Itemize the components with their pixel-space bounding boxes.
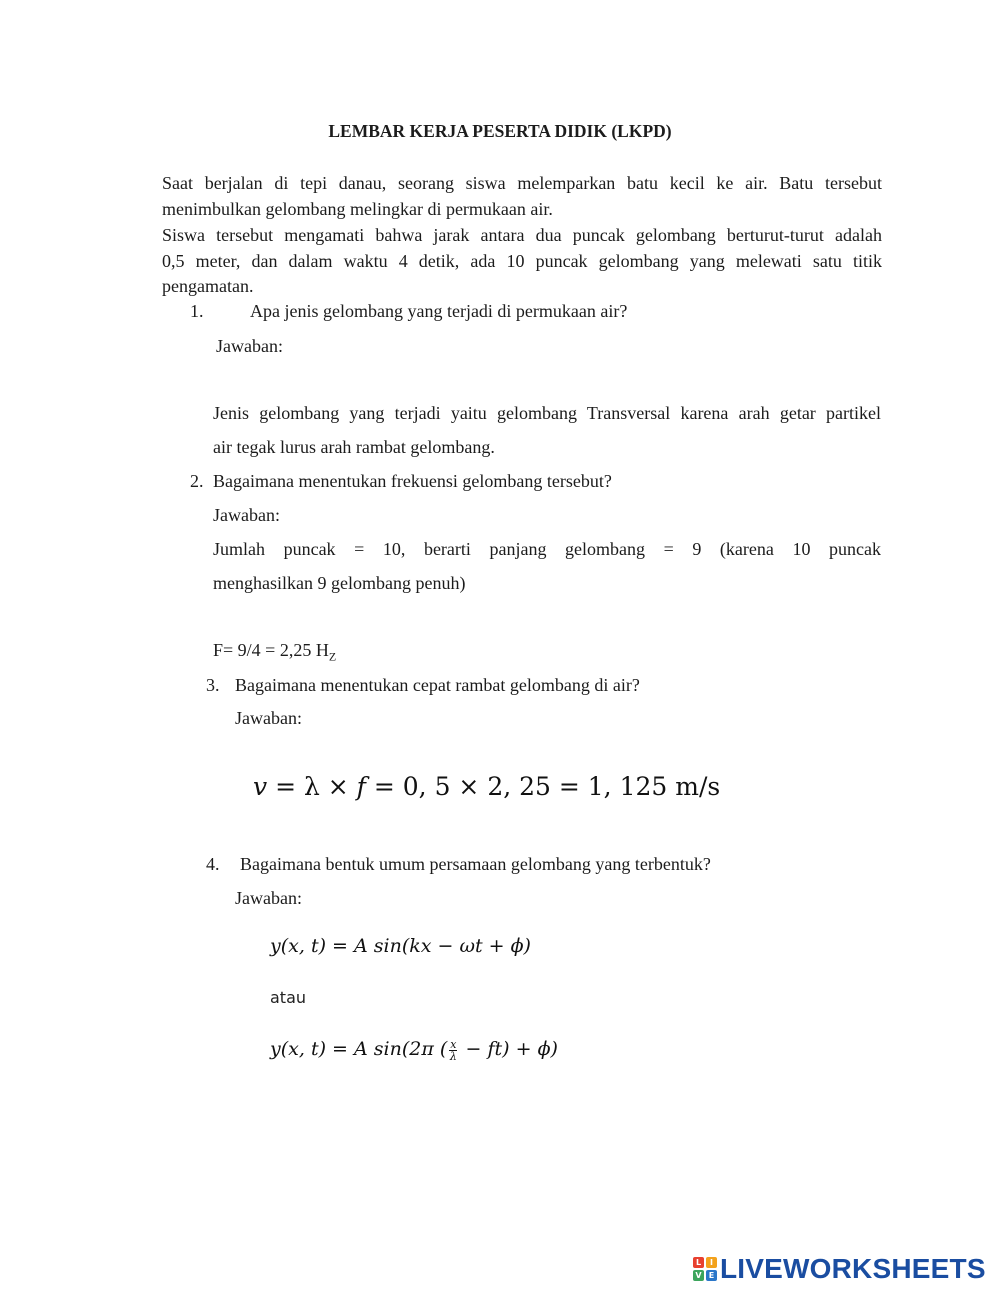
logo-block-i: I (706, 1257, 717, 1268)
question-2-answer-line-1: Jumlah puncak = 10, berarti panjang gelombang = 9 (karena 10 puncak (213, 539, 881, 559)
wave-equation-2 (270, 1034, 558, 1064)
fraction-denominator: λ (449, 1049, 457, 1063)
question-2-answer-line-2: menghasilkan 9 gelombang penuh) (213, 573, 466, 593)
question-2-formula (213, 637, 336, 670)
velocity-equation-tail: = 0, 5 × 2, 25 = 1, 125 m/s (365, 772, 721, 801)
question-2-formula-text: F= 9/4 = 2,25 H (213, 640, 329, 660)
document-title: LEMBAR KERJA PESERTA DIDIK (LKPD) (328, 121, 672, 141)
wave-equation-2-fraction (449, 1039, 457, 1062)
velocity-equation-rhs: = λ × (275, 772, 357, 801)
question-1-number: 1. (190, 301, 204, 321)
intro-line-1: Saat berjalan di tepi danau, seorang siswa melemparkan batu kecil ke air. Batu tersebut (162, 173, 882, 193)
question-3-text: Bagaimana menentukan cepat rambat gelombang di air? (235, 675, 640, 695)
fraction-numerator: x (450, 1037, 457, 1051)
wave-equation-1: y(x, t) = A sin(kx − ωt + ϕ) (270, 935, 531, 957)
logo-block-l: L (693, 1257, 704, 1268)
question-1-text: Apa jenis gelombang yang terjadi di permukaan air? (250, 301, 628, 321)
question-2-number: 2. (190, 471, 204, 491)
intro-line-3: Siswa tersebut mengamati bahwa jarak antara dua puncak gelombang berturut-turut adalah (162, 225, 882, 245)
intro-line-4: 0,5 meter, dan dalam waktu 4 detik, ada 10 puncak gelombang yang melewati satu titik (162, 251, 882, 271)
intro-line-5: pengamatan. (162, 276, 254, 296)
wave-equation-2-start: y(x, t) = A sin(2π ( (270, 1038, 448, 1060)
velocity-equation: v = λ × f = 0, 5 × 2, 25 = 1, 125 m/s (253, 772, 721, 801)
intro-line-2: menimbulkan gelombang melingkar di permukaan air. (162, 199, 553, 219)
question-2-text: Bagaimana menentukan frekuensi gelombang tersebut? (213, 471, 612, 491)
question-4-answer-label: Jawaban: (235, 888, 302, 908)
wave-equation-2-end: − ft) + ϕ) (459, 1038, 558, 1060)
logo-icon (693, 1257, 717, 1281)
or-word: atau (270, 988, 307, 1007)
question-1-answer-line-2: air tegak lurus arah rambat gelombang. (213, 437, 495, 457)
question-3-number: 3. (206, 675, 220, 695)
question-1-answer-line-1: Jenis gelombang yang terjadi yaitu gelombang Transversal karena arah getar partikel (213, 403, 881, 423)
question-1-answer-label: Jawaban: (216, 336, 283, 356)
question-3-answer-label: Jawaban: (235, 708, 302, 728)
question-2-formula-sub: Z (328, 649, 337, 664)
question-2-answer-label: Jawaban: (213, 505, 280, 525)
liveworksheets-logo[interactable] (693, 1254, 986, 1284)
question-4-text: Bagaimana bentuk umum persamaan gelombang yang terbentuk? (240, 854, 711, 874)
logo-block-v: V (693, 1270, 704, 1281)
question-4-number: 4. (206, 854, 220, 874)
logo-text: LIVEWORKSHEETS (720, 1253, 986, 1284)
logo-block-e: E (706, 1270, 717, 1281)
